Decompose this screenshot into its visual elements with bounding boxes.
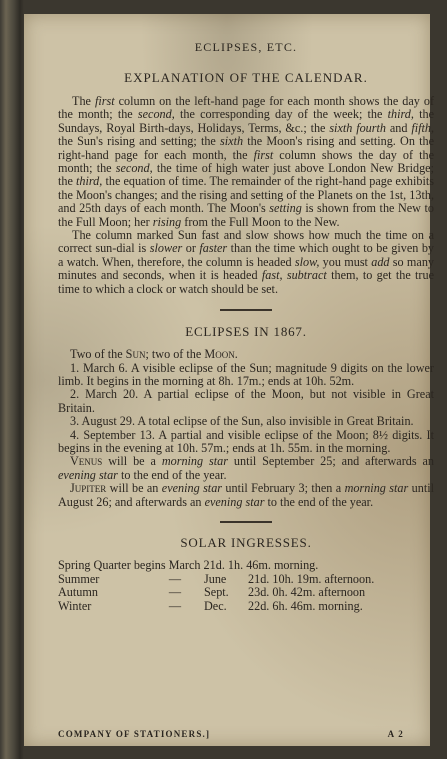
season-name: Summer [58,571,100,586]
ingress-text: Spring Quarter begins March 21d. 1h. 46m. morning. [58,557,319,572]
solar-ingresses-title: SOLAR INGRESSES. [180,534,312,550]
eclipses-title: ECLIPSES IN 1867. [185,324,307,340]
solar-ingress-row [58,559,434,573]
eclipse-entry: Two of the Sun; two of the Moon. [70,347,238,362]
eclipse-entry: 3. August 29. A total eclipse of the Sun, also invisible in Great Britain. [70,414,414,429]
ditto-dash: — [168,571,182,586]
ingress-time: 22d. 6h. 46m. morning. [248,598,363,613]
solar-ingress-row [58,586,434,600]
eclipse-entry: 1. March 6. A visible eclipse of the Sun; magnitude 9 digits on the lower limb. It begins in the morning at 8h. 17m.; ends at 10h. 52m. [58,360,434,388]
running-header: ECLIPSES, ETC. [194,40,298,54]
ingress-month: Sept. [204,585,229,600]
explanation-paragraph-2: The column marked Sun fast and slow shows how much the time on a correct sun-dial is slower or faster than the time which ought to be given by a watch. When, therefore, the column is headed slow, you must add so many minutes and seconds, when it is headed fast, subtract them, to get the true time to which a clock or watch should be set. [58,228,435,296]
solar-ingress-row [58,573,434,587]
season-name: Winter [58,598,92,613]
eclipses-list [58,348,434,509]
eclipse-entry: 4. September 13. A partial and visible eclipse of the Moon; 8½ digits. It begins in the evening at 10h. 57m.; ends at 1h. 55m. in the morning. [58,427,434,455]
ditto-dash: — [168,585,182,600]
explanation-title: EXPLANATION OF THE CALENDAR. [124,70,368,85]
solar-ingresses-table [58,559,434,613]
ingress-time: 23d. 0h. 42m. afternoon [248,585,366,600]
ingress-month: June [204,571,227,586]
season-name: Autumn [58,585,98,600]
ditto-dash: — [168,598,182,613]
ingress-time: 21d. 10h. 19m. afternoon. [248,571,375,586]
ingress-month: Dec. [204,598,227,613]
eclipse-entry: 2. March 20. A partial eclipse of the Moon, but not visible in Great Britain. [58,387,434,415]
eclipse-entry: Jupiter will be an evening star until February 3; then a morning star until August 26; and afterwards an evening star to the end of the year. [58,481,434,509]
page-content [58,40,434,613]
publisher-imprint: COMPANY OF STATIONERS.] [58,729,211,739]
almanac-page [24,14,435,746]
signature-mark: A 2 [387,729,404,739]
section-divider [220,309,272,311]
section-divider [220,521,272,523]
page-footer [58,729,404,739]
eclipse-entry: Venus will be a morning star until September 25; and afterwards an evening star to the end of the year. [58,454,434,482]
solar-ingress-row [58,600,434,614]
explanation-paragraph-1: The first column on the left-hand page for each month shows the day of the month; the second, the corresponding day of the week; the third, the Sundays, Royal Birth-days, Holidays, Terms, &c.; the sixth fourth and fifth, the Sun's rising and setting; the sixth the Moon's rising and setting. On the right-hand page for each month, the first column shows the day of the month; the second, the time of high water just above London New Bridge; the third, the equation of time. The remainder of the right-hand page exhibits the Moon's changes; and the rising and setting of the Planets on the 1st, 13th, and 25th days of each month. The Moon's setting is shown from the New to the Full Moon; her rising from the Full Moon to the New. [58,94,435,229]
